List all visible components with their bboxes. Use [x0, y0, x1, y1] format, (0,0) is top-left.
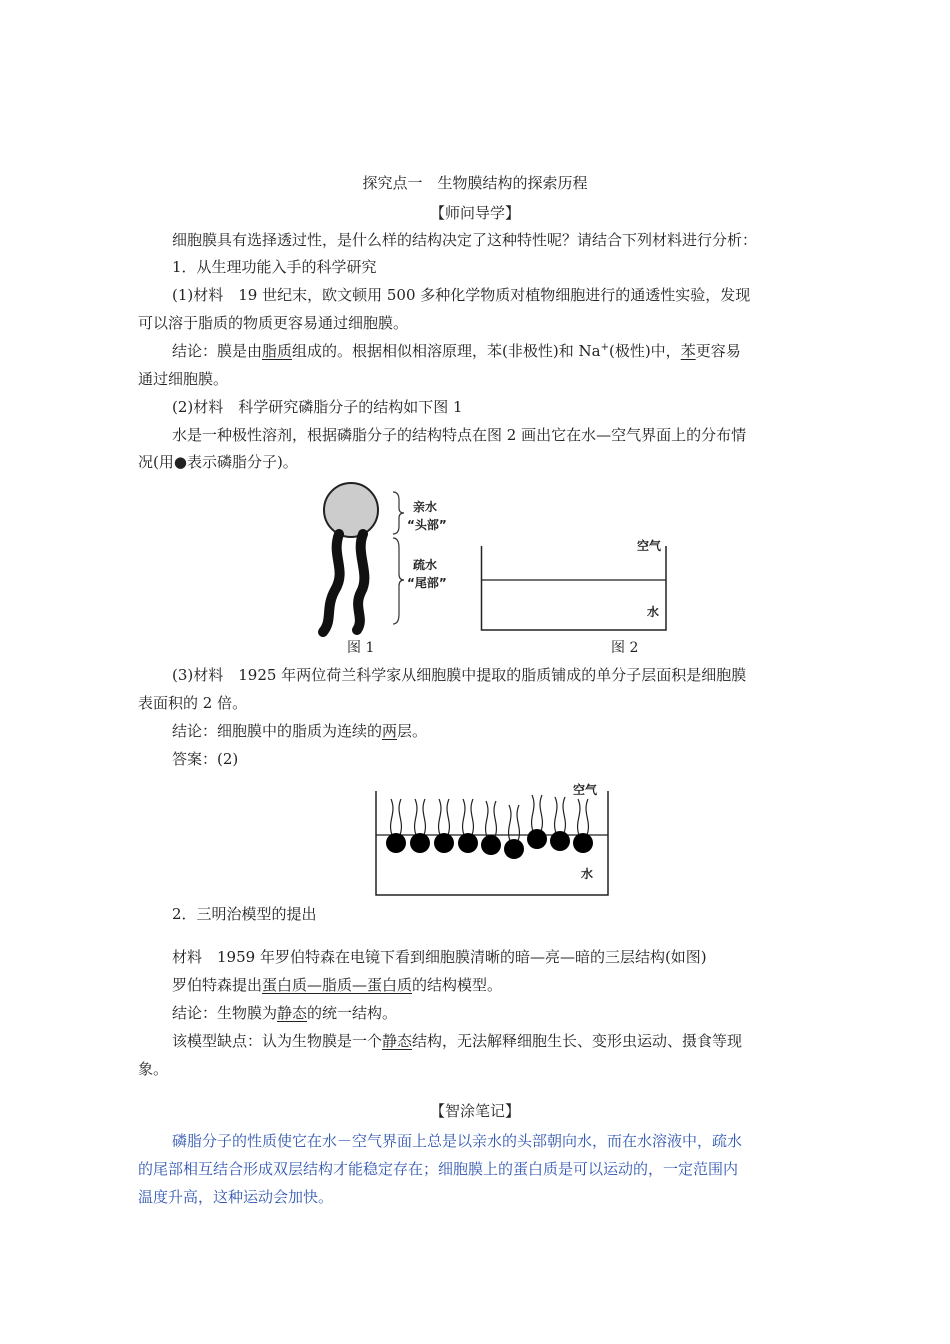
task-line1: 水是一种极性溶剂，根据磷脂分子的结构特点在图 2 画出它在水—空气界面上的分布情	[172, 426, 747, 444]
answer-label: 答案：(2)	[172, 750, 239, 768]
notes-line1: 磷脂分子的性质使它在水－空气界面上总是以亲水的头部朝向水，而在水溶液中，疏水	[172, 1132, 743, 1150]
flaw-answer: 静态	[382, 1032, 413, 1050]
hydrophobic-tail-left	[323, 534, 340, 632]
phospholipid-head	[410, 833, 430, 853]
phospholipid-tail	[532, 795, 534, 831]
conclusion1-answer-lipid: 脂质	[262, 342, 293, 360]
tail-brace	[393, 538, 404, 624]
phospholipid-tail	[391, 799, 393, 835]
label-tail: “尾部”	[407, 576, 447, 590]
part2-flaw-line1	[172, 1031, 742, 1051]
model-text: 罗伯特森提出	[172, 976, 263, 994]
model-answer: 蛋白质—脂质—蛋白质	[262, 976, 413, 994]
container-outline	[482, 546, 667, 630]
label-hydrophilic: 亲水	[413, 500, 438, 514]
phospholipid-tail	[578, 799, 580, 835]
part2-flaw-line2: 象。	[138, 1060, 169, 1078]
label-hydrophobic: 疏水	[413, 558, 438, 572]
conclusion1-text: 结论：膜是由	[172, 342, 263, 360]
phospholipid-tail	[415, 799, 417, 835]
answer-label-air: 空气	[573, 783, 598, 797]
phospholipid-head	[527, 829, 547, 849]
sodium-charge: +	[600, 342, 609, 353]
phospholipid-tail	[540, 795, 542, 831]
conclusion-text: 的统一结构。	[307, 1004, 398, 1022]
material1-line1: (1)材料 19 世纪末，欧文顿用 500 多种化学物质对植物细胞进行的通透性实验，发现	[172, 286, 751, 304]
model-text: 的结构模型。	[412, 976, 503, 994]
phospholipid-tail	[486, 801, 488, 837]
phospholipid-head	[550, 831, 570, 851]
phospholipid-tail	[494, 801, 496, 837]
conclusion-answer: 静态	[277, 1004, 308, 1022]
label-water: 水	[647, 605, 660, 619]
notes-line3: 温度升高，这种运动会加快。	[138, 1188, 334, 1206]
phospholipid-head	[504, 839, 524, 859]
section-subtitle: 【师问导学】	[429, 204, 520, 222]
conclusion1-text: (极性)中，	[608, 342, 681, 360]
notes-title: 【智涂笔记】	[429, 1102, 520, 1120]
part1-heading: 1．从生理功能入手的科学研究	[172, 258, 377, 276]
part2-material: 材料 1959 年罗伯特森在电镜下看到细胞膜清晰的暗—亮—暗的三层结构(如图)	[172, 948, 707, 966]
phospholipid-layer	[386, 795, 593, 859]
phospholipid-tail	[555, 797, 557, 833]
conclusion3-text: 结论：细胞膜中的脂质为连续的	[172, 722, 383, 740]
conclusion1-text: 组成的。根据相似相溶原理，苯(非极性)和 Na	[292, 342, 601, 360]
phospholipid-tail	[423, 799, 425, 835]
phospholipid-tail	[399, 799, 401, 835]
conclusion-text: 结论：生物膜为	[172, 1004, 278, 1022]
phospholipid-head	[458, 833, 478, 853]
part2-model	[172, 975, 502, 995]
phospholipid-head	[573, 833, 593, 853]
figure2-caption: 图 2	[611, 640, 639, 656]
hydrophobic-tail-right	[357, 534, 364, 630]
conclusion3	[172, 721, 427, 741]
phospholipid-figure	[305, 478, 465, 638]
phospholipid-tail	[439, 799, 441, 835]
conclusion1-text: 更容易	[695, 342, 741, 360]
conclusion1-line1	[172, 341, 741, 361]
conclusion1-line2: 通过细胞膜。	[138, 370, 229, 388]
phospholipid-tail	[463, 799, 465, 835]
phospholipid-head	[434, 833, 454, 853]
answer-label-water: 水	[581, 867, 594, 881]
section-title: 探究点一 生物膜结构的探索历程	[362, 174, 588, 192]
task-line2: 况(用●表示磷脂分子)。	[138, 453, 298, 471]
label-head: “头部”	[407, 518, 447, 532]
phospholipid-tail	[563, 797, 565, 833]
phospholipid-tail	[471, 799, 473, 835]
material3-line1: (3)材料 1925 年两位荷兰科学家从细胞膜中提取的脂质铺成的单分子层面积是细胞膜	[172, 666, 747, 684]
head-brace	[393, 492, 404, 534]
part2-heading: 2．三明治模型的提出	[172, 905, 317, 923]
part2-conclusion	[172, 1003, 397, 1023]
conclusion3-text: 层。	[397, 722, 428, 740]
answer-figure	[374, 785, 614, 899]
flaw-text: 该模型缺点：认为生物膜是一个	[172, 1032, 383, 1050]
figure1-caption: 图 1	[347, 640, 375, 656]
material1-line2: 可以溶于脂质的物质更容易通过细胞膜。	[138, 314, 409, 332]
phospholipid-head	[386, 833, 406, 853]
phospholipid-tail	[447, 799, 449, 835]
intro-text: 细胞膜具有选择透过性，是什么样的结构决定了这种特性呢？请结合下列材料进行分析：	[172, 231, 758, 249]
label-air: 空气	[637, 539, 662, 553]
material2-text: (2)材料 科学研究磷脂分子的结构如下图 1	[172, 398, 463, 416]
notes-line2: 的尾部相互结合形成双层结构才能稳定存在；细胞膜上的蛋白质是可以运动的，一定范围内	[138, 1160, 739, 1178]
phospholipid-head	[481, 835, 501, 855]
material3-line2: 表面积的 2 倍。	[138, 694, 248, 712]
conclusion1-answer-benzene: 苯	[680, 342, 696, 360]
conclusion3-answer: 两	[382, 722, 398, 740]
hydrophilic-head	[324, 483, 378, 537]
phospholipid-tail	[586, 799, 588, 835]
flaw-text: 结构，无法解释细胞生长、变形虫运动、摄食等现	[412, 1032, 743, 1050]
